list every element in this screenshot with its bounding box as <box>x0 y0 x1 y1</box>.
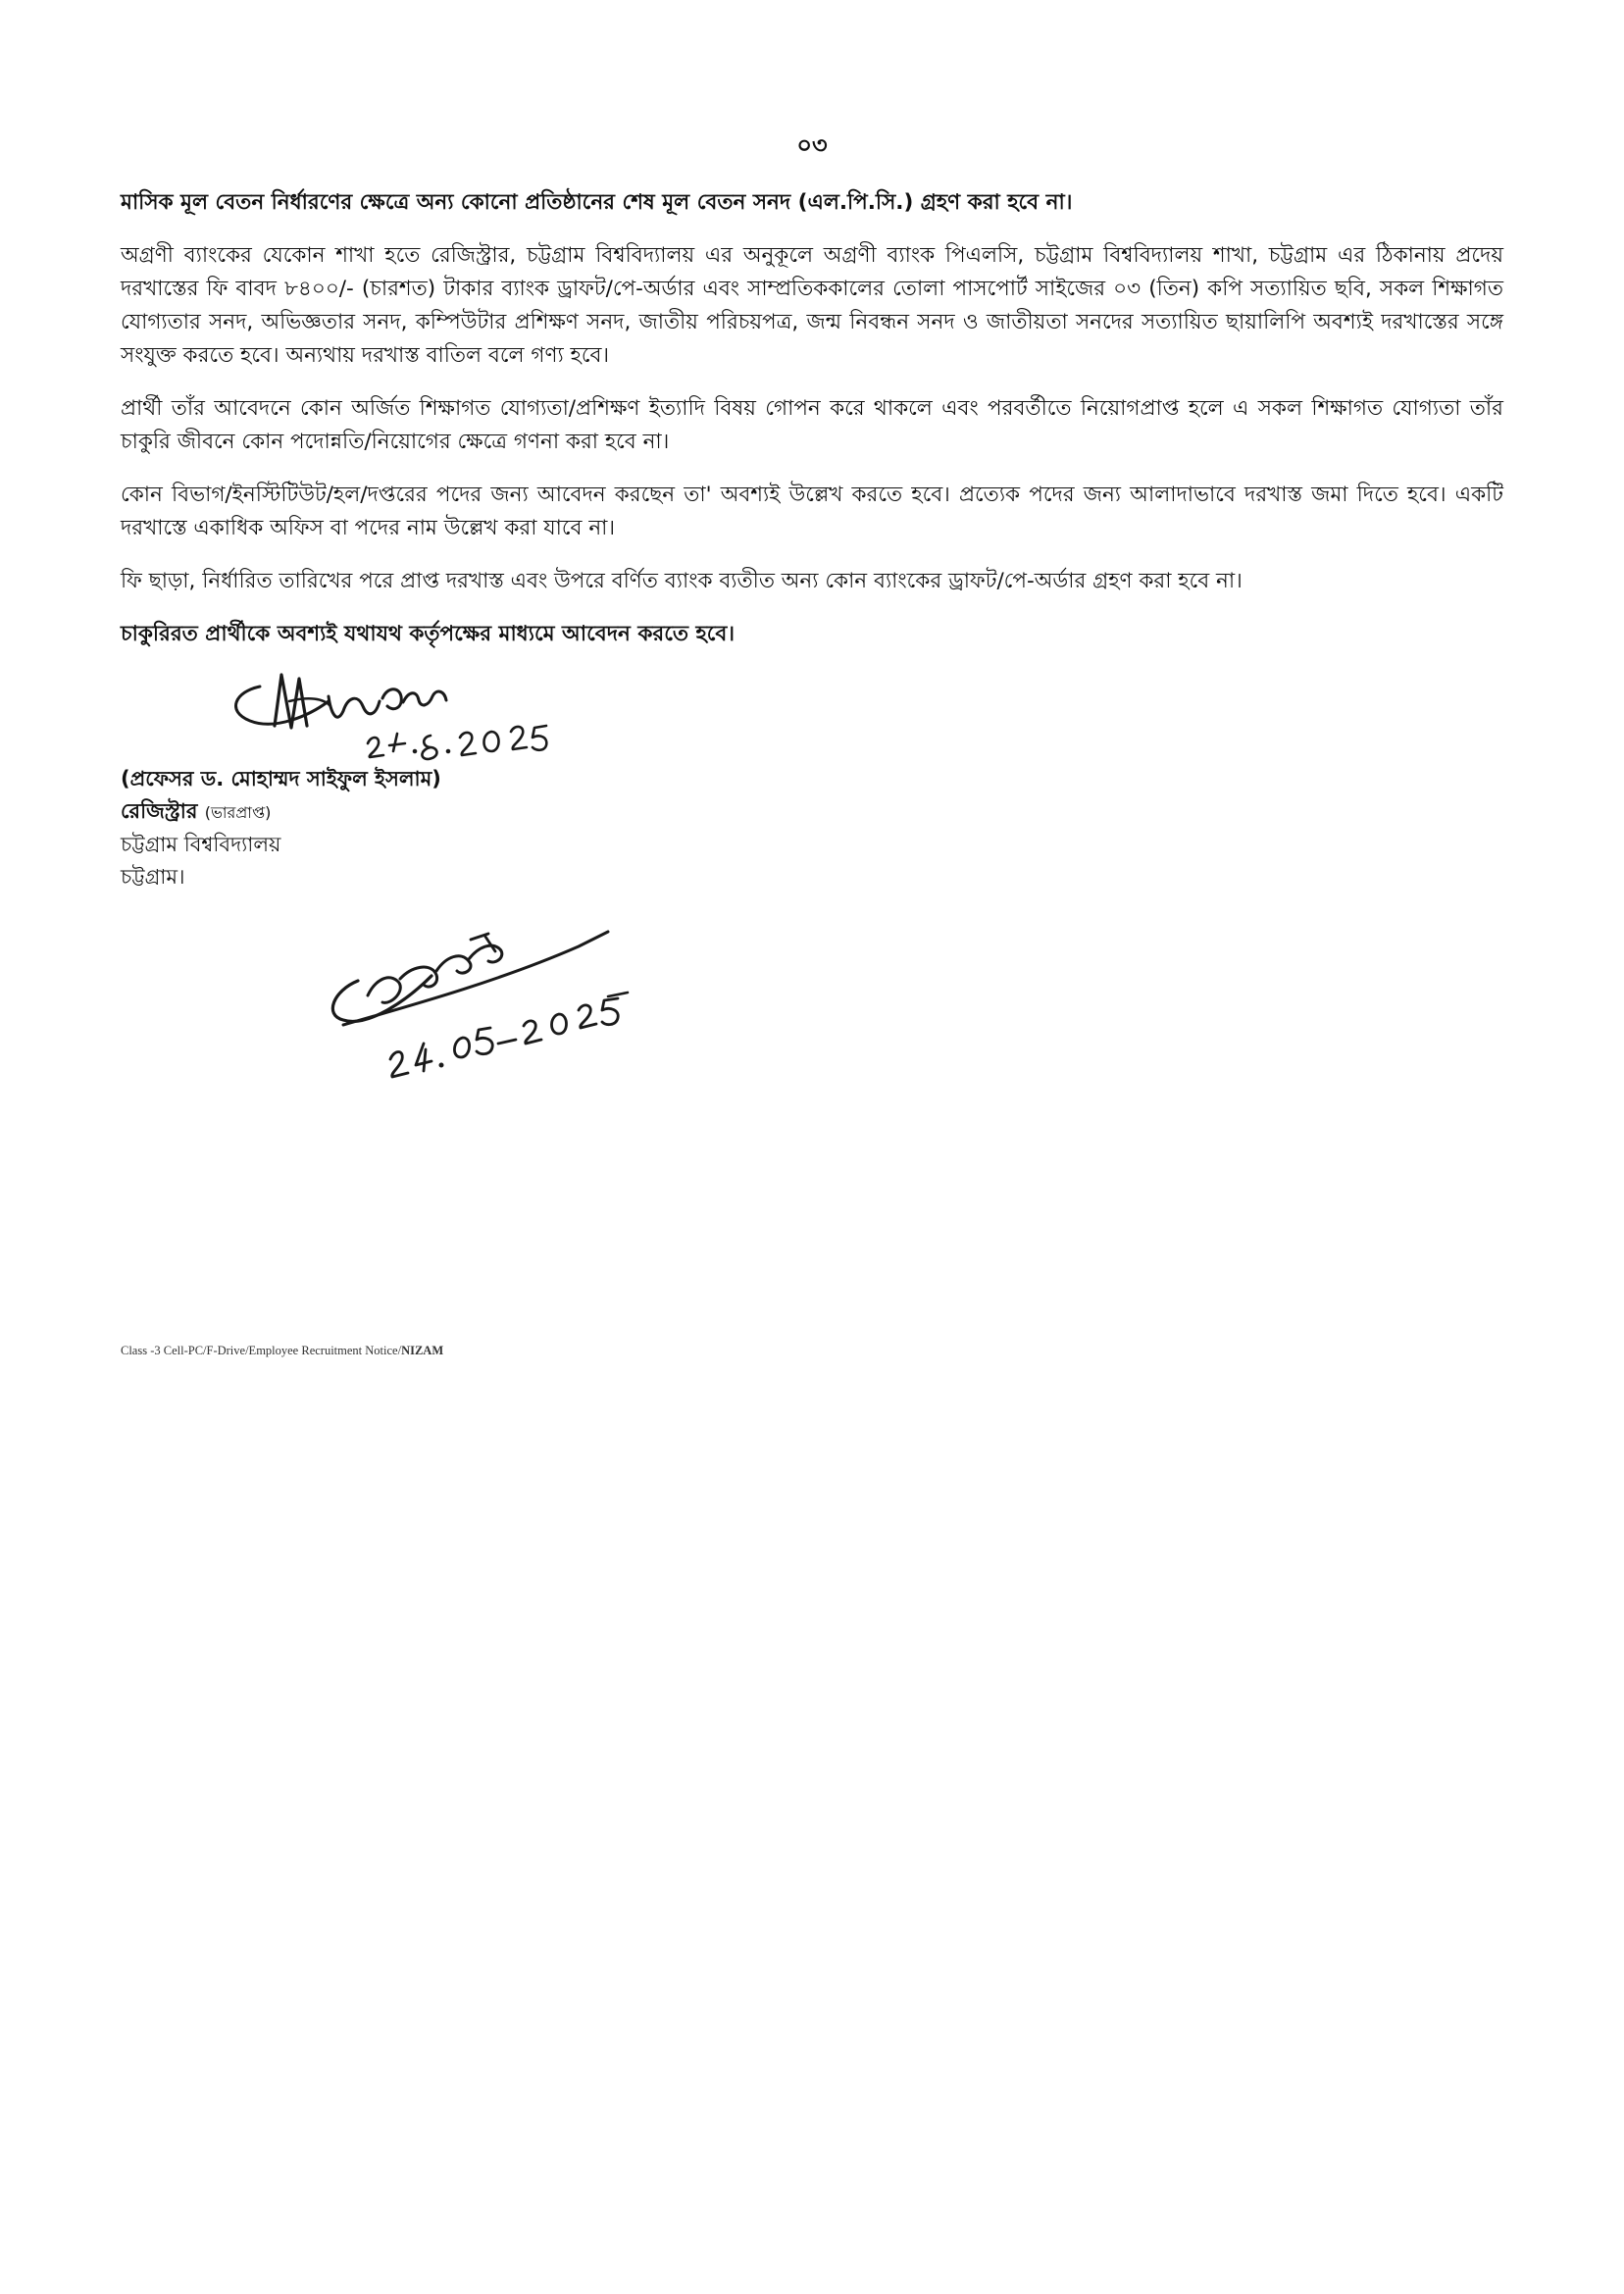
signatory-title: রেজিস্ট্রার <box>121 799 198 823</box>
signatory-name: (প্রফেসর ড. মোহাম্মদ সাইফুল ইসলাম) <box>121 767 441 790</box>
registrar-signature <box>221 657 593 775</box>
paragraph-concealment-note: প্রার্থী তাঁর আবেদনে কোন অর্জিত শিক্ষাগত যোগ্যতা/প্রশিক্ষণ ইত্যাদি বিষয় গোপন করে থাকলে এবং পরবর্তীতে নিয়োগপ্রাপ্ত হলে এ সকল শিক্ষাগত যোগ্যতা তাঁর চাকুরি জীবনে কোন পদোন্নতি/নিয়োগের ক্ষেত্রে গণনা করা হবে না। <box>121 396 1503 454</box>
signatory-title-note: (ভারপ্রাপ্ত) <box>204 803 272 822</box>
signatory-city: চট্টগ্রাম। <box>121 865 185 889</box>
signatory-block <box>121 763 441 893</box>
paragraph-fee-and-documents: অগ্রণী ব্যাংকের যেকোন শাখা হতে রেজিস্ট্রার, চট্টগ্রাম বিশ্ববিদ্যালয় এর অনুকূলে অগ্রণী ব্যাংক পিএলসি, চট্টগ্রাম বিশ্ববিদ্যালয় শাখা, চট্টগ্রাম এর ঠিকানায় প্রদেয় দরখাস্তের ফি বাবদ ৮৪০০/- (চারশত) টাকার ব্যাংক ড্রাফট/পে-অর্ডার এবং সাম্প্রতিককালের তোলা পাসপোর্ট সাইজের ০৩ (তিন) কপি সত্যায়িত ছবি, সকল শিক্ষাগত যোগ্যতার সনদ, অভিজ্ঞতার সনদ, কম্পিউটার প্রশিক্ষণ সনদ, জাতীয় পরিচয়পত্র, জন্ম নিবন্ধন সনদ ও জাতীয়তা সনদের সত্যায়িত ছায়ালিপি অবশ্যই দরখাস্তের সঙ্গে সংযুক্ত করতে হবে। অন্যথায় দরখাস্ত বাতিল বলে গণ্য হবে। <box>121 243 1503 368</box>
second-signature <box>314 912 637 1084</box>
signatory-university: চট্টগ্রাম বিশ্ববিদ্যালয় <box>121 833 281 856</box>
footer-file-path <box>121 1344 443 1358</box>
notice-body <box>121 186 1503 671</box>
footer-path-text: Class -3 Cell-PC/F-Drive/Employee Recruitment Notice/ <box>121 1344 402 1357</box>
page-number: ০৩ <box>796 131 828 159</box>
paragraph-rejection-conditions: ফি ছাড়া, নির্ধারিত তারিখের পরে প্রাপ্ত দরখাস্ত এবং উপরে বর্ণিত ব্যাংক ব্যতীত অন্য কোন ব্যাংকের ড্রাফট/পে-অর্ডার গ্রহণ করা হবে না। <box>121 569 1243 593</box>
footer-author-tag: NIZAM <box>401 1344 444 1357</box>
paragraph-lpc-note: মাসিক মূল বেতন নির্ধারণের ক্ষেত্রে অন্য কোনো প্রতিষ্ঠানের শেষ মূল বেতন সনদ (এল.পি.সি.) গ্রহণ করা হবে না। <box>121 190 1073 215</box>
paragraph-employed-applicants: চাকুরিরত প্রার্থীকে অবশ্যই যথাযথ কর্তৃপক্ষের মাধ্যমে আবেদন করতে হবে। <box>121 622 736 646</box>
signatory-title-line <box>121 795 441 829</box>
paragraph-department-mention: কোন বিভাগ/ইনস্টিটিউট/হল/দপ্তরের পদের জন্য আবেদন করছেন তা' অবশ্যই উল্লেখ করতে হবে। প্রত্যেক পদের জন্য আলাদাভাবে দরখাস্ত জমা দিতে হবে। একটি দরখাস্তে একাধিক অফিস বা পদের নাম উল্লেখ করা যাবে না। <box>121 483 1503 540</box>
